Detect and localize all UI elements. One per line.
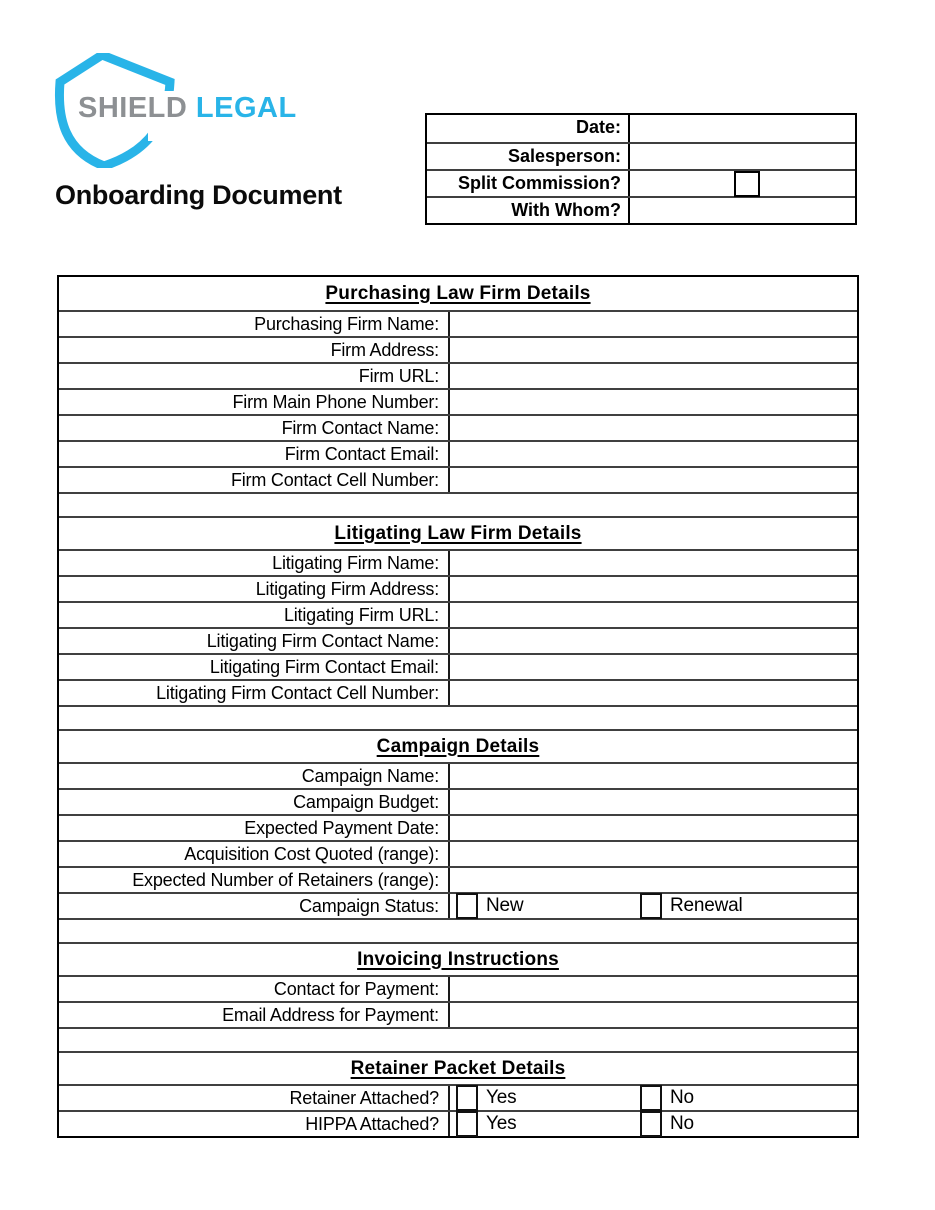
firm-address-label: Firm Address: bbox=[59, 338, 450, 362]
hippa-attached-no-option-label: No bbox=[670, 1113, 694, 1134]
firm-url-value-cell[interactable] bbox=[450, 364, 857, 388]
expected-payment-date-label: Expected Payment Date: bbox=[59, 816, 450, 840]
email-address-for-payment-label: Email Address for Payment: bbox=[59, 1003, 450, 1027]
retainer-attached-value-cell[interactable] bbox=[450, 1086, 857, 1110]
campaign-status-renewal-option-label: Renewal bbox=[670, 895, 743, 916]
field-row-purchasing-firm-name bbox=[59, 310, 857, 336]
brand-wordmark bbox=[78, 92, 297, 125]
campaign-name-label: Campaign Name: bbox=[59, 764, 450, 788]
expected-payment-date-value-cell[interactable] bbox=[450, 816, 857, 840]
field-row-campaign-budget bbox=[59, 788, 857, 814]
hippa-attached-no-option bbox=[640, 1110, 694, 1138]
hippa-attached-value-cell[interactable] bbox=[450, 1112, 857, 1136]
litigating-firm-contact-name-value-cell[interactable] bbox=[450, 629, 857, 653]
section-header-row-litigating-law-firm-details bbox=[59, 516, 857, 549]
litigating-firm-name-value-cell[interactable] bbox=[450, 551, 857, 575]
expected-number-of-retainers-range-value-cell[interactable] bbox=[450, 868, 857, 892]
section-header-row-purchasing-law-firm-details bbox=[59, 277, 857, 310]
date-row bbox=[427, 115, 855, 142]
hippa-attached-yes-checkbox[interactable] bbox=[456, 1111, 478, 1137]
litigating-firm-name-label: Litigating Firm Name: bbox=[59, 551, 450, 575]
acquisition-cost-quoted-range-label: Acquisition Cost Quoted (range): bbox=[59, 842, 450, 866]
firm-contact-email-label: Firm Contact Email: bbox=[59, 442, 450, 466]
section-title: Purchasing Law Firm Details bbox=[325, 282, 591, 304]
field-row-campaign-name bbox=[59, 762, 857, 788]
retainer-attached-yes-checkbox[interactable] bbox=[456, 1085, 478, 1111]
firm-contact-cell-number-value-cell[interactable] bbox=[450, 468, 857, 492]
litigating-firm-contact-email-value-cell[interactable] bbox=[450, 655, 857, 679]
campaign-status-new-option bbox=[456, 892, 523, 920]
campaign-budget-label: Campaign Budget: bbox=[59, 790, 450, 814]
firm-main-phone-number-value-cell[interactable] bbox=[450, 390, 857, 414]
campaign-name-value-cell[interactable] bbox=[450, 764, 857, 788]
field-row-firm-main-phone-number bbox=[59, 388, 857, 414]
campaign-status-new-checkbox[interactable] bbox=[456, 893, 478, 919]
expected-number-of-retainers-range-label: Expected Number of Retainers (range): bbox=[59, 868, 450, 892]
purchasing-firm-name-label: Purchasing Firm Name: bbox=[59, 312, 450, 336]
section-title: Litigating Law Firm Details bbox=[334, 522, 582, 544]
hippa-attached-yes-option-label: Yes bbox=[486, 1113, 517, 1134]
campaign-status-new-option-label: New bbox=[486, 895, 524, 916]
field-row-retainer-attached bbox=[59, 1084, 857, 1110]
campaign-status-label: Campaign Status: bbox=[59, 894, 450, 918]
field-row-litigating-firm-contact-cell-number bbox=[59, 679, 857, 705]
litigating-firm-address-value-cell[interactable] bbox=[450, 577, 857, 601]
with-whom-label: With Whom? bbox=[427, 198, 630, 223]
contact-for-payment-value-cell[interactable] bbox=[450, 977, 857, 1001]
field-row-firm-url bbox=[59, 362, 857, 388]
section-title: Invoicing Instructions bbox=[357, 948, 559, 970]
field-row-firm-contact-cell-number bbox=[59, 466, 857, 492]
field-row-email-address-for-payment bbox=[59, 1001, 857, 1027]
brand-legal-word: LEGAL bbox=[195, 92, 297, 124]
date-value-cell[interactable] bbox=[630, 115, 855, 142]
field-row-litigating-firm-contact-name bbox=[59, 627, 857, 653]
section-title: Campaign Details bbox=[376, 735, 540, 757]
section-title: Retainer Packet Details bbox=[350, 1057, 566, 1079]
campaign-budget-value-cell[interactable] bbox=[450, 790, 857, 814]
firm-contact-name-value-cell[interactable] bbox=[450, 416, 857, 440]
salesperson-row bbox=[427, 142, 855, 169]
with-whom-row bbox=[427, 196, 855, 223]
retainer-attached-no-option-label: No bbox=[670, 1087, 694, 1108]
retainer-attached-yes-option-label: Yes bbox=[486, 1087, 517, 1108]
firm-contact-cell-number-label: Firm Contact Cell Number: bbox=[59, 468, 450, 492]
field-row-firm-address bbox=[59, 336, 857, 362]
field-row-litigating-firm-name bbox=[59, 549, 857, 575]
campaign-status-value-cell[interactable] bbox=[450, 894, 857, 918]
spacer-row bbox=[59, 1027, 857, 1051]
litigating-firm-contact-cell-number-value-cell[interactable] bbox=[450, 681, 857, 705]
salesperson-value-cell[interactable] bbox=[630, 144, 855, 169]
firm-main-phone-number-label: Firm Main Phone Number: bbox=[59, 390, 450, 414]
spacer-row bbox=[59, 705, 857, 729]
litigating-firm-contact-name-label: Litigating Firm Contact Name: bbox=[59, 629, 450, 653]
field-row-litigating-firm-address bbox=[59, 575, 857, 601]
with-whom-value-cell[interactable] bbox=[630, 198, 855, 223]
retainer-attached-no-checkbox[interactable] bbox=[640, 1085, 662, 1111]
litigating-firm-address-label: Litigating Firm Address: bbox=[59, 577, 450, 601]
page-title: Onboarding Document bbox=[55, 180, 342, 210]
field-row-litigating-firm-url bbox=[59, 601, 857, 627]
onboarding-form-table bbox=[57, 275, 859, 1138]
retainer-attached-yes-option bbox=[456, 1084, 516, 1112]
date-label: Date: bbox=[427, 115, 630, 142]
field-row-acquisition-cost-quoted-range bbox=[59, 840, 857, 866]
campaign-status-renewal-option bbox=[640, 892, 743, 920]
field-row-litigating-firm-contact-email bbox=[59, 653, 857, 679]
acquisition-cost-quoted-range-value-cell[interactable] bbox=[450, 842, 857, 866]
hippa-attached-yes-option bbox=[456, 1110, 516, 1138]
section-header-row-retainer-packet-details bbox=[59, 1051, 857, 1084]
spacer-row bbox=[59, 918, 857, 942]
firm-address-value-cell[interactable] bbox=[450, 338, 857, 362]
litigating-firm-contact-cell-number-label: Litigating Firm Contact Cell Number: bbox=[59, 681, 450, 705]
litigating-firm-contact-email-label: Litigating Firm Contact Email: bbox=[59, 655, 450, 679]
retainer-attached-no-option bbox=[640, 1084, 694, 1112]
spacer-row bbox=[59, 492, 857, 516]
split-commission-label: Split Commission? bbox=[427, 171, 630, 196]
sales-info-table bbox=[425, 113, 857, 225]
brand-shield-word: SHIELD bbox=[78, 92, 188, 124]
field-row-expected-number-of-retainers-range bbox=[59, 866, 857, 892]
hippa-attached-no-checkbox[interactable] bbox=[640, 1111, 662, 1137]
firm-contact-email-value-cell[interactable] bbox=[450, 442, 857, 466]
split-commission-value-cell[interactable] bbox=[630, 171, 855, 196]
firm-contact-name-label: Firm Contact Name: bbox=[59, 416, 450, 440]
firm-url-label: Firm URL: bbox=[59, 364, 450, 388]
split-commission-checkbox[interactable] bbox=[734, 171, 760, 197]
litigating-firm-url-value-cell[interactable] bbox=[450, 603, 857, 627]
split-commission-row bbox=[427, 169, 855, 196]
salesperson-label: Salesperson: bbox=[427, 144, 630, 169]
field-row-firm-contact-name bbox=[59, 414, 857, 440]
contact-for-payment-label: Contact for Payment: bbox=[59, 977, 450, 1001]
field-row-expected-payment-date bbox=[59, 814, 857, 840]
litigating-firm-url-label: Litigating Firm URL: bbox=[59, 603, 450, 627]
retainer-attached-label: Retainer Attached? bbox=[59, 1086, 450, 1110]
section-header-row-campaign-details bbox=[59, 729, 857, 762]
email-address-for-payment-value-cell[interactable] bbox=[450, 1003, 857, 1027]
field-row-hippa-attached bbox=[59, 1110, 857, 1136]
purchasing-firm-name-value-cell[interactable] bbox=[450, 312, 857, 336]
hippa-attached-label: HIPPA Attached? bbox=[59, 1112, 450, 1136]
campaign-status-renewal-checkbox[interactable] bbox=[640, 893, 662, 919]
section-header-row-invoicing-instructions bbox=[59, 942, 857, 975]
field-row-contact-for-payment bbox=[59, 975, 857, 1001]
field-row-firm-contact-email bbox=[59, 440, 857, 466]
field-row-campaign-status bbox=[59, 892, 857, 918]
